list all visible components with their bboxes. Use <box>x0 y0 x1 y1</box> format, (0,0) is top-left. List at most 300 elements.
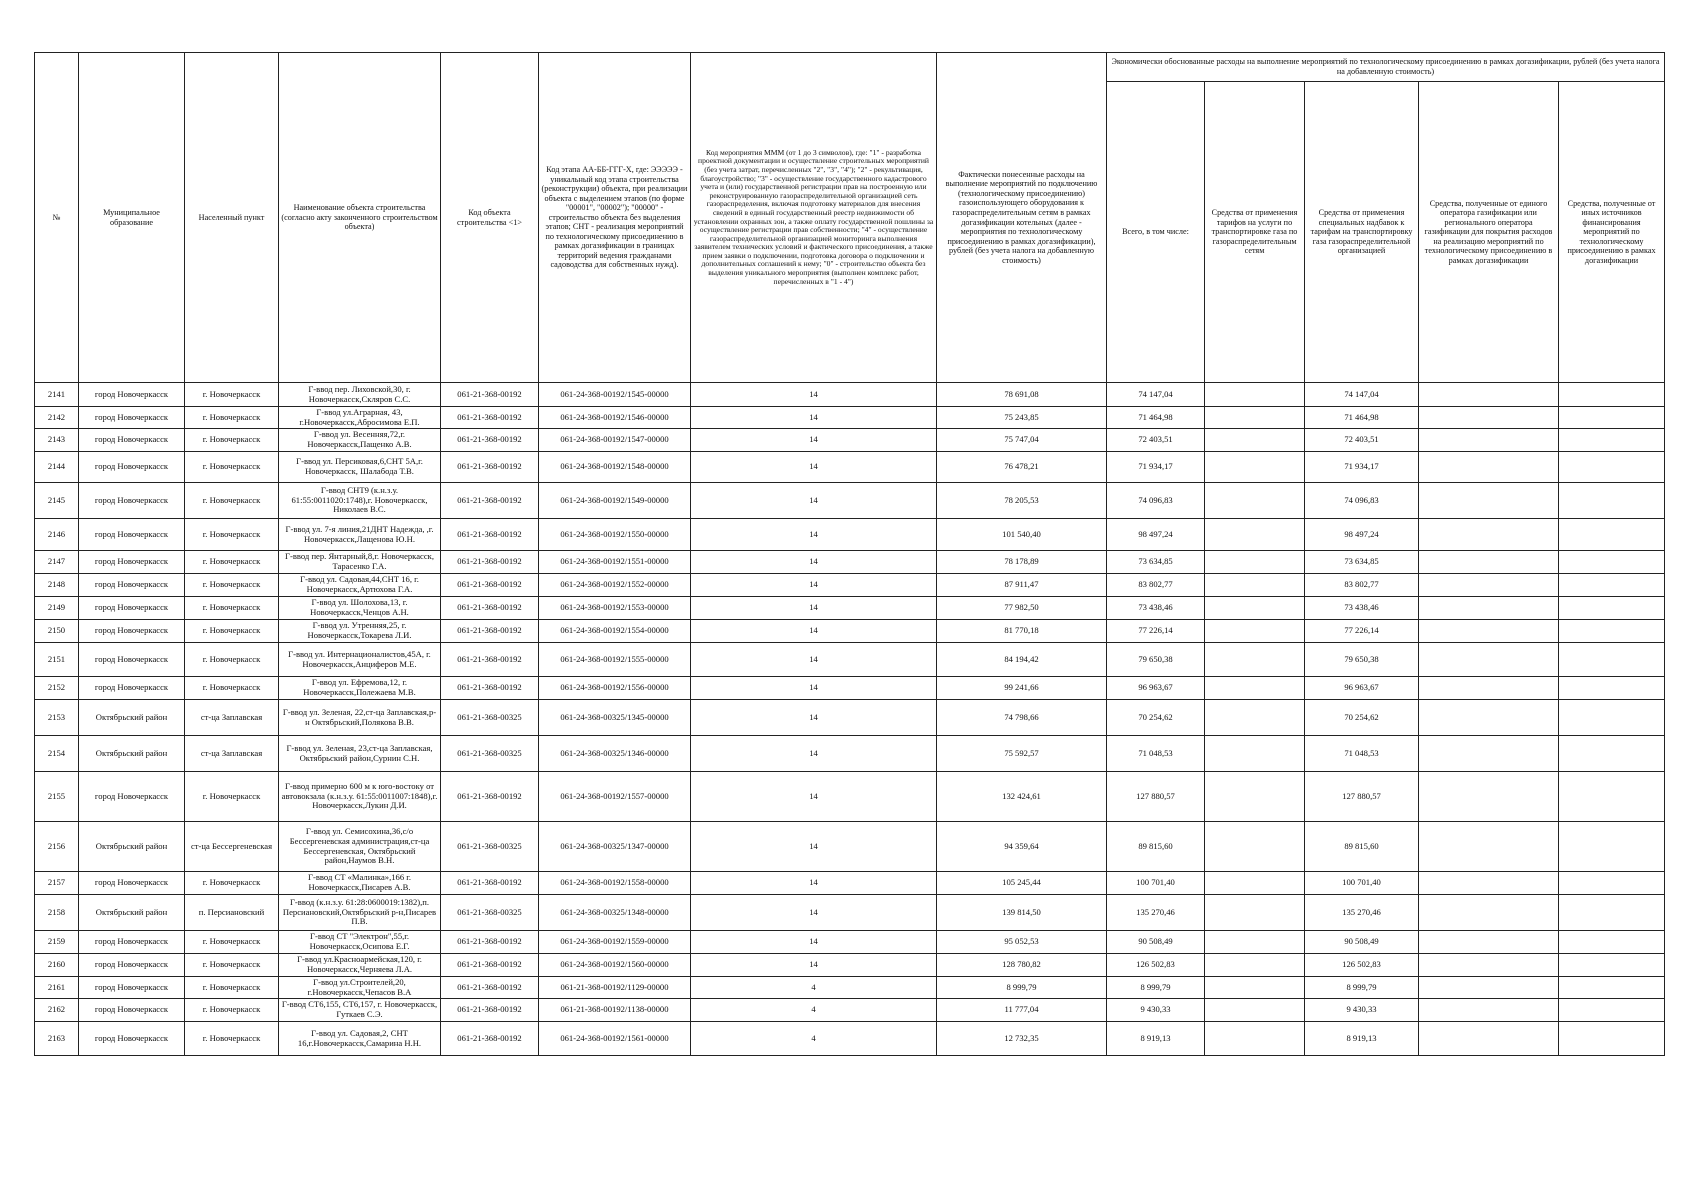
row-object-name: Г-ввод ул.Аграрная, 43, г.Новочеркасск,Абросимова Е.П. <box>279 407 441 429</box>
row-stage-code: 061-24-368-00325/1348-00000 <box>539 895 691 931</box>
row-tariffs <box>1205 954 1305 977</box>
row-operator <box>1419 954 1559 977</box>
row-num: 2163 <box>35 1022 79 1056</box>
row-total: 127 880,57 <box>1107 772 1205 822</box>
row-actual-costs: 75 592,57 <box>937 736 1107 772</box>
row-stage-code: 061-21-368-00192/1138-00000 <box>539 999 691 1022</box>
row-other <box>1559 822 1665 872</box>
row-tariffs <box>1205 822 1305 872</box>
row-actual-costs: 76 478,21 <box>937 452 1107 483</box>
row-event-code: 14 <box>691 383 937 407</box>
row-stage-code: 061-24-368-00192/1560-00000 <box>539 954 691 977</box>
row-surcharges: 8 919,13 <box>1305 1022 1419 1056</box>
row-operator <box>1419 483 1559 519</box>
row-num: 2153 <box>35 700 79 736</box>
table-row <box>35 736 1665 772</box>
row-stage-code: 061-24-368-00192/1552-00000 <box>539 574 691 597</box>
row-object-code: 061-21-368-00192 <box>441 574 539 597</box>
row-num: 2150 <box>35 620 79 643</box>
header-stage-code: Код этапа АА-ББ-ГГГ-Х, где: ЭЭЭЭЭ - уникальный код этапа строительства (реконструкции) объекта, при реализации объекта с выделением этапов (по форме "00001", "00002"); "00000" - строительство объекта без выделения этапов; СНТ - реализация мероприятий по технологическому присоединению в рамках догазификации в границах территорий ведения гражданами садоводства для собственных нужд). <box>539 53 691 383</box>
row-num: 2160 <box>35 954 79 977</box>
row-municipality: город Новочеркасск <box>79 677 185 700</box>
row-num: 2158 <box>35 895 79 931</box>
row-actual-costs: 11 777,04 <box>937 999 1107 1022</box>
row-num: 2156 <box>35 822 79 872</box>
row-object-name: Г-ввод ул. Семисохина,36,с/о Бессергеневская администрация,ст-ца Бессергеневская, Октябрьский район,Наумов В.Н. <box>279 822 441 872</box>
row-other <box>1559 483 1665 519</box>
row-other <box>1559 407 1665 429</box>
table-row <box>35 1022 1665 1056</box>
row-object-name: Г-ввод ул. Садовая,44,СНТ 16, г. Новочеркасск,Артюхова Г.А. <box>279 574 441 597</box>
row-municipality: город Новочеркасск <box>79 999 185 1022</box>
row-municipality: город Новочеркасск <box>79 772 185 822</box>
table-row <box>35 620 1665 643</box>
row-stage-code: 061-24-368-00192/1559-00000 <box>539 931 691 954</box>
row-settlement: г. Новочеркасск <box>185 452 279 483</box>
header-total: Всего, в том числе: <box>1107 82 1205 383</box>
row-total: 90 508,49 <box>1107 931 1205 954</box>
table-row <box>35 931 1665 954</box>
row-settlement: г. Новочеркасск <box>185 620 279 643</box>
row-surcharges: 126 502,83 <box>1305 954 1419 977</box>
row-other <box>1559 736 1665 772</box>
row-stage-code: 061-24-368-00192/1545-00000 <box>539 383 691 407</box>
row-num: 2151 <box>35 643 79 677</box>
row-municipality: Октябрьский район <box>79 895 185 931</box>
row-tariffs <box>1205 677 1305 700</box>
row-total: 79 650,38 <box>1107 643 1205 677</box>
row-object-code: 061-21-368-00192 <box>441 452 539 483</box>
row-operator <box>1419 519 1559 551</box>
row-event-code: 14 <box>691 483 937 519</box>
row-actual-costs: 139 814,50 <box>937 895 1107 931</box>
row-object-code: 061-21-368-00192 <box>441 872 539 895</box>
row-municipality: город Новочеркасск <box>79 1022 185 1056</box>
row-operator <box>1419 822 1559 872</box>
row-total: 126 502,83 <box>1107 954 1205 977</box>
row-surcharges: 96 963,67 <box>1305 677 1419 700</box>
row-operator <box>1419 620 1559 643</box>
row-surcharges: 71 934,17 <box>1305 452 1419 483</box>
row-operator <box>1419 407 1559 429</box>
row-event-code: 14 <box>691 895 937 931</box>
row-municipality: город Новочеркасск <box>79 483 185 519</box>
row-actual-costs: 74 798,66 <box>937 700 1107 736</box>
row-other <box>1559 519 1665 551</box>
row-object-code: 061-21-368-00192 <box>441 772 539 822</box>
row-settlement: г. Новочеркасск <box>185 772 279 822</box>
row-other <box>1559 1022 1665 1056</box>
row-object-code: 061-21-368-00325 <box>441 700 539 736</box>
row-tariffs <box>1205 407 1305 429</box>
row-num: 2159 <box>35 931 79 954</box>
row-event-code: 14 <box>691 519 937 551</box>
row-stage-code: 061-24-368-00192/1558-00000 <box>539 872 691 895</box>
row-settlement: г. Новочеркасск <box>185 677 279 700</box>
row-tariffs <box>1205 452 1305 483</box>
row-num: 2142 <box>35 407 79 429</box>
row-operator <box>1419 429 1559 452</box>
row-actual-costs: 87 911,47 <box>937 574 1107 597</box>
table-row <box>35 429 1665 452</box>
row-total: 9 430,33 <box>1107 999 1205 1022</box>
row-settlement: г. Новочеркасск <box>185 597 279 620</box>
row-object-name: Г-ввод ул. Садовая,2, СНТ 16,г.Новочеркасск,Самарина Н.Н. <box>279 1022 441 1056</box>
table-row <box>35 822 1665 872</box>
row-object-code: 061-21-368-00192 <box>441 620 539 643</box>
row-num: 2141 <box>35 383 79 407</box>
row-settlement: г. Новочеркасск <box>185 872 279 895</box>
row-object-code: 061-21-368-00192 <box>441 597 539 620</box>
row-event-code: 14 <box>691 551 937 574</box>
row-num: 2143 <box>35 429 79 452</box>
row-num: 2162 <box>35 999 79 1022</box>
row-operator <box>1419 772 1559 822</box>
table-row <box>35 643 1665 677</box>
row-stage-code: 061-24-368-00192/1549-00000 <box>539 483 691 519</box>
row-stage-code: 061-24-368-00192/1557-00000 <box>539 772 691 822</box>
header-econ-group: Экономически обоснованные расходы на выполнение мероприятий по технологическому присоединению в рамках догазификации, рублей (без учета налога на добавленную стоимость) <box>1107 53 1665 82</box>
row-tariffs <box>1205 700 1305 736</box>
row-event-code: 4 <box>691 1022 937 1056</box>
row-surcharges: 73 438,46 <box>1305 597 1419 620</box>
row-municipality: город Новочеркасск <box>79 597 185 620</box>
row-tariffs <box>1205 597 1305 620</box>
row-settlement: г. Новочеркасск <box>185 574 279 597</box>
table-row <box>35 551 1665 574</box>
row-actual-costs: 105 245,44 <box>937 872 1107 895</box>
row-event-code: 14 <box>691 407 937 429</box>
row-total: 83 802,77 <box>1107 574 1205 597</box>
row-other <box>1559 677 1665 700</box>
header-object-code: Код объекта строительства <1> <box>441 53 539 383</box>
row-other <box>1559 772 1665 822</box>
row-tariffs <box>1205 643 1305 677</box>
row-operator <box>1419 872 1559 895</box>
row-other <box>1559 700 1665 736</box>
row-object-name: Г-ввод ул. Зеленая, 22,ст-ца Заплавская,р-н Октябрьский,Полякова В.В. <box>279 700 441 736</box>
header-object-name: Наименование объекта строительства (согласно акту законченного строительством объекта) <box>279 53 441 383</box>
table-row <box>35 999 1665 1022</box>
row-operator <box>1419 1022 1559 1056</box>
row-object-name: Г-ввод пер. Янтарный,8,г. Новочеркасск, Тарасенко Г.А. <box>279 551 441 574</box>
row-surcharges: 70 254,62 <box>1305 700 1419 736</box>
row-other <box>1559 620 1665 643</box>
row-municipality: город Новочеркасск <box>79 954 185 977</box>
row-event-code: 14 <box>691 954 937 977</box>
row-other <box>1559 597 1665 620</box>
row-operator <box>1419 736 1559 772</box>
row-other <box>1559 429 1665 452</box>
row-total: 98 497,24 <box>1107 519 1205 551</box>
header-other: Средства, полученные от иных источников финансирования мероприятий по технологическому присоединению в рамках догазификации <box>1559 82 1665 383</box>
row-object-name: Г-ввод СТ «Малинка»,166 г. Новочеркасск,Писарев А.В. <box>279 872 441 895</box>
table-row <box>35 700 1665 736</box>
header-municipality: Муниципальное образование <box>79 53 185 383</box>
row-object-code: 061-21-368-00192 <box>441 677 539 700</box>
row-object-name: Г-ввод ул. Зеленая, 23,ст-ца Заплавская, Октябрьский район,Сурнин С.Н. <box>279 736 441 772</box>
row-municipality: город Новочеркасск <box>79 620 185 643</box>
row-settlement: г. Новочеркасск <box>185 931 279 954</box>
header-surcharges: Средства от применения специальных надбавок к тарифам на транспортировку газа газораспределительной организацией <box>1305 82 1419 383</box>
row-surcharges: 83 802,77 <box>1305 574 1419 597</box>
row-tariffs <box>1205 977 1305 999</box>
row-settlement: п. Персиановский <box>185 895 279 931</box>
table-row <box>35 452 1665 483</box>
row-settlement: г. Новочеркасск <box>185 383 279 407</box>
row-tariffs <box>1205 519 1305 551</box>
row-operator <box>1419 977 1559 999</box>
header-tariffs: Средства от применения тарифов на услуги по транспортировке газа по газораспределительным сетям <box>1205 82 1305 383</box>
row-object-name: Г-ввод пер. Лиховской,30, г. Новочеркасск,Скляров С.С. <box>279 383 441 407</box>
row-stage-code: 061-24-368-00192/1561-00000 <box>539 1022 691 1056</box>
row-surcharges: 71 048,53 <box>1305 736 1419 772</box>
row-event-code: 14 <box>691 643 937 677</box>
row-total: 8 999,79 <box>1107 977 1205 999</box>
row-municipality: город Новочеркасск <box>79 551 185 574</box>
row-actual-costs: 75 243,85 <box>937 407 1107 429</box>
row-object-code: 061-21-368-00192 <box>441 429 539 452</box>
row-stage-code: 061-24-368-00192/1554-00000 <box>539 620 691 643</box>
row-actual-costs: 81 770,18 <box>937 620 1107 643</box>
row-event-code: 14 <box>691 931 937 954</box>
table-row <box>35 597 1665 620</box>
row-surcharges: 89 815,60 <box>1305 822 1419 872</box>
row-total: 72 403,51 <box>1107 429 1205 452</box>
row-num: 2155 <box>35 772 79 822</box>
document-sheet <box>34 52 1665 1056</box>
row-surcharges: 8 999,79 <box>1305 977 1419 999</box>
row-settlement: г. Новочеркасск <box>185 999 279 1022</box>
row-operator <box>1419 574 1559 597</box>
row-settlement: г. Новочеркасск <box>185 977 279 999</box>
row-object-name: Г-ввод ул. Персиковая,6,СНТ 5А,г. Новочеркасск, Шалабода Т.В. <box>279 452 441 483</box>
row-total: 100 701,40 <box>1107 872 1205 895</box>
row-surcharges: 98 497,24 <box>1305 519 1419 551</box>
row-actual-costs: 78 691,08 <box>937 383 1107 407</box>
row-object-code: 061-21-368-00192 <box>441 551 539 574</box>
row-actual-costs: 132 424,61 <box>937 772 1107 822</box>
row-municipality: город Новочеркасск <box>79 872 185 895</box>
row-settlement: г. Новочеркасск <box>185 519 279 551</box>
row-actual-costs: 12 732,35 <box>937 1022 1107 1056</box>
row-num: 2161 <box>35 977 79 999</box>
row-settlement: г. Новочеркасск <box>185 643 279 677</box>
row-tariffs <box>1205 999 1305 1022</box>
row-tariffs <box>1205 551 1305 574</box>
row-object-name: Г-ввод ул. 7-я линия,21ДНТ Надежда, ,г. Новочеркасск,Лащенова Ю.Н. <box>279 519 441 551</box>
row-object-code: 061-21-368-00192 <box>441 954 539 977</box>
row-total: 135 270,46 <box>1107 895 1205 931</box>
row-object-name: Г-ввод СТ6,155, СТ6,157, г. Новочеркасск, Гуткаев С.Э. <box>279 999 441 1022</box>
row-other <box>1559 574 1665 597</box>
row-settlement: г. Новочеркасск <box>185 407 279 429</box>
row-actual-costs: 128 780,82 <box>937 954 1107 977</box>
row-other <box>1559 643 1665 677</box>
row-tariffs <box>1205 736 1305 772</box>
row-settlement: ст-ца Бессергеневская <box>185 822 279 872</box>
row-actual-costs: 95 052,53 <box>937 931 1107 954</box>
row-municipality: город Новочеркасск <box>79 977 185 999</box>
row-object-code: 061-21-368-00192 <box>441 643 539 677</box>
row-object-code: 061-21-368-00325 <box>441 822 539 872</box>
table-row <box>35 677 1665 700</box>
row-stage-code: 061-24-368-00192/1553-00000 <box>539 597 691 620</box>
row-operator <box>1419 597 1559 620</box>
row-operator <box>1419 677 1559 700</box>
row-settlement: г. Новочеркасск <box>185 483 279 519</box>
row-operator <box>1419 895 1559 931</box>
row-municipality: Октябрьский район <box>79 700 185 736</box>
row-municipality: город Новочеркасск <box>79 574 185 597</box>
row-other <box>1559 895 1665 931</box>
row-object-code: 061-21-368-00192 <box>441 999 539 1022</box>
row-event-code: 14 <box>691 822 937 872</box>
row-tariffs <box>1205 931 1305 954</box>
header-actual-costs: Фактически понесенные расходы на выполнение мероприятий по подключению (технологическому присоединению) газоиспользующего оборудования к газораспределительным сетям в рамках догазификации котельных (далее - мероприятия по технологическому присоединению в рамках догазификации), рублей (без учета налога на добавленную стоимость) <box>937 53 1107 383</box>
row-municipality: город Новочеркасск <box>79 931 185 954</box>
row-surcharges: 79 650,38 <box>1305 643 1419 677</box>
row-other <box>1559 931 1665 954</box>
row-tariffs <box>1205 872 1305 895</box>
row-settlement: г. Новочеркасск <box>185 429 279 452</box>
row-settlement: г. Новочеркасск <box>185 954 279 977</box>
row-object-name: Г-ввод (к.н.з.у. 61:28:0600019:1382),п. Персиановский,Октябрьский р-н,Писарев П.В. <box>279 895 441 931</box>
row-object-name: Г-ввод ул. Интернационалистов,45А, г. Новочеркасск,Анциферов М.Е. <box>279 643 441 677</box>
row-num: 2157 <box>35 872 79 895</box>
row-object-code: 061-21-368-00192 <box>441 483 539 519</box>
row-actual-costs: 75 747,04 <box>937 429 1107 452</box>
row-event-code: 14 <box>691 677 937 700</box>
row-object-code: 061-21-368-00192 <box>441 383 539 407</box>
row-tariffs <box>1205 772 1305 822</box>
row-object-code: 061-21-368-00325 <box>441 736 539 772</box>
row-object-name: Г-ввод СНТ9 (к.н.з.у. 61:55:0011020:1748),г. Новочеркасск, Николаев В.С. <box>279 483 441 519</box>
row-operator <box>1419 931 1559 954</box>
row-tariffs <box>1205 483 1305 519</box>
row-object-name: Г-ввод ул.Красноармейская,120, г. Новочеркасск,Черняева Л.А. <box>279 954 441 977</box>
row-municipality: Октябрьский район <box>79 736 185 772</box>
row-operator <box>1419 700 1559 736</box>
row-object-code: 061-21-368-00192 <box>441 977 539 999</box>
row-surcharges: 72 403,51 <box>1305 429 1419 452</box>
row-num: 2154 <box>35 736 79 772</box>
gasification-costs-table <box>34 52 1665 1056</box>
row-object-name: Г-ввод СТ "Электрон",55,г. Новочеркасск,Осипова Е.Г. <box>279 931 441 954</box>
table-row <box>35 574 1665 597</box>
header-event-code: Код мероприятия МММ (от 1 до 3 символов), где: "1" - разработка проектной документации и осуществление строительных мероприятий (без учета затрат, перечисленных "2", "3", "4"); "2" - рекультивация, благоустройство; "3" - осуществление государственного кадастрового учета и (или) государственной регистрации прав на построенную или реконструированную газораспределительной организацией сеть газораспределения, включая подготовку материалов для внесения сведений в единый государственный реестр недвижимости об установлении охранных зон, а также оплату государственной пошлины за осуществление регистрации прав собственности; "4" - осуществление газораспределительной организацией мониторинга выполнения заявителем технических условий и фактического присоединения, а также прием заявки о подключении, подготовка договора о подключении и дополнительных соглашений к нему; "0" - строительство объекта без выделения уникального мероприятия (выполнен комплекс работ, перечисленных в "1 - 4") <box>691 53 937 383</box>
row-tariffs <box>1205 383 1305 407</box>
header-settlement: Населенный пункт <box>185 53 279 383</box>
header-num: № <box>35 53 79 383</box>
row-object-name: Г-ввод ул.Строителей,20, г.Новочеркасск,Чепасов В.А <box>279 977 441 999</box>
row-surcharges: 9 430,33 <box>1305 999 1419 1022</box>
row-object-name: Г-ввод ул. Весенняя,72,г. Новочеркасск,Пащенко А.В. <box>279 429 441 452</box>
row-settlement: г. Новочеркасск <box>185 551 279 574</box>
row-object-code: 061-21-368-00192 <box>441 931 539 954</box>
row-tariffs <box>1205 1022 1305 1056</box>
row-settlement: ст-ца Заплавская <box>185 700 279 736</box>
row-event-code: 14 <box>691 452 937 483</box>
header-operator: Средства, полученные от единого оператора газификации или регионального оператора газификации для покрытия расходов на реализацию мероприятий по технологическому присоединению в рамках догазификации <box>1419 82 1559 383</box>
row-tariffs <box>1205 574 1305 597</box>
row-event-code: 4 <box>691 977 937 999</box>
row-municipality: город Новочеркасск <box>79 519 185 551</box>
row-operator <box>1419 643 1559 677</box>
row-object-code: 061-21-368-00325 <box>441 895 539 931</box>
row-surcharges: 90 508,49 <box>1305 931 1419 954</box>
row-municipality: город Новочеркасск <box>79 407 185 429</box>
row-stage-code: 061-24-368-00325/1347-00000 <box>539 822 691 872</box>
row-municipality: Октябрьский район <box>79 822 185 872</box>
row-other <box>1559 999 1665 1022</box>
row-stage-code: 061-24-368-00192/1555-00000 <box>539 643 691 677</box>
row-total: 77 226,14 <box>1107 620 1205 643</box>
row-event-code: 14 <box>691 574 937 597</box>
row-event-code: 14 <box>691 429 937 452</box>
table-row <box>35 383 1665 407</box>
row-municipality: город Новочеркасск <box>79 383 185 407</box>
row-object-name: Г-ввод ул. Утренняя,25, г. Новочеркасск,Токарева Л.И. <box>279 620 441 643</box>
row-num: 2152 <box>35 677 79 700</box>
row-municipality: город Новочеркасск <box>79 452 185 483</box>
row-total: 74 096,83 <box>1107 483 1205 519</box>
row-surcharges: 71 464,98 <box>1305 407 1419 429</box>
row-actual-costs: 99 241,66 <box>937 677 1107 700</box>
row-stage-code: 061-24-368-00192/1548-00000 <box>539 452 691 483</box>
row-surcharges: 135 270,46 <box>1305 895 1419 931</box>
row-event-code: 14 <box>691 620 937 643</box>
row-tariffs <box>1205 429 1305 452</box>
row-total: 73 634,85 <box>1107 551 1205 574</box>
row-stage-code: 061-24-368-00192/1551-00000 <box>539 551 691 574</box>
table-row <box>35 954 1665 977</box>
row-surcharges: 74 096,83 <box>1305 483 1419 519</box>
table-row <box>35 977 1665 999</box>
row-stage-code: 061-24-368-00325/1346-00000 <box>539 736 691 772</box>
row-actual-costs: 77 982,50 <box>937 597 1107 620</box>
row-total: 70 254,62 <box>1107 700 1205 736</box>
row-actual-costs: 78 205,53 <box>937 483 1107 519</box>
table-header <box>35 53 1665 383</box>
table-row <box>35 407 1665 429</box>
row-object-name: Г-ввод примерно 600 м к юго-востоку от автовокзала (к.н.з.у. 61:55:0011007:1848),г. Новочеркасск,Лукин Д.И. <box>279 772 441 822</box>
row-settlement: ст-ца Заплавская <box>185 736 279 772</box>
row-object-name: Г-ввод ул. Ефремова,12, г. Новочеркасск,Полежаева М.В. <box>279 677 441 700</box>
row-other <box>1559 977 1665 999</box>
row-object-name: Г-ввод ул. Шолохова,13, г. Новочеркасск,Ченцов А.Н. <box>279 597 441 620</box>
row-stage-code: 061-24-368-00325/1345-00000 <box>539 700 691 736</box>
row-settlement: г. Новочеркасск <box>185 1022 279 1056</box>
row-total: 74 147,04 <box>1107 383 1205 407</box>
row-actual-costs: 8 999,79 <box>937 977 1107 999</box>
row-total: 8 919,13 <box>1107 1022 1205 1056</box>
row-total: 89 815,60 <box>1107 822 1205 872</box>
row-other <box>1559 383 1665 407</box>
row-num: 2149 <box>35 597 79 620</box>
row-num: 2145 <box>35 483 79 519</box>
row-operator <box>1419 452 1559 483</box>
row-object-code: 061-21-368-00192 <box>441 519 539 551</box>
row-total: 71 048,53 <box>1107 736 1205 772</box>
row-surcharges: 74 147,04 <box>1305 383 1419 407</box>
table-body <box>35 383 1665 1056</box>
row-event-code: 14 <box>691 872 937 895</box>
row-event-code: 14 <box>691 736 937 772</box>
row-stage-code: 061-24-368-00192/1546-00000 <box>539 407 691 429</box>
row-object-code: 061-21-368-00192 <box>441 1022 539 1056</box>
row-other <box>1559 452 1665 483</box>
